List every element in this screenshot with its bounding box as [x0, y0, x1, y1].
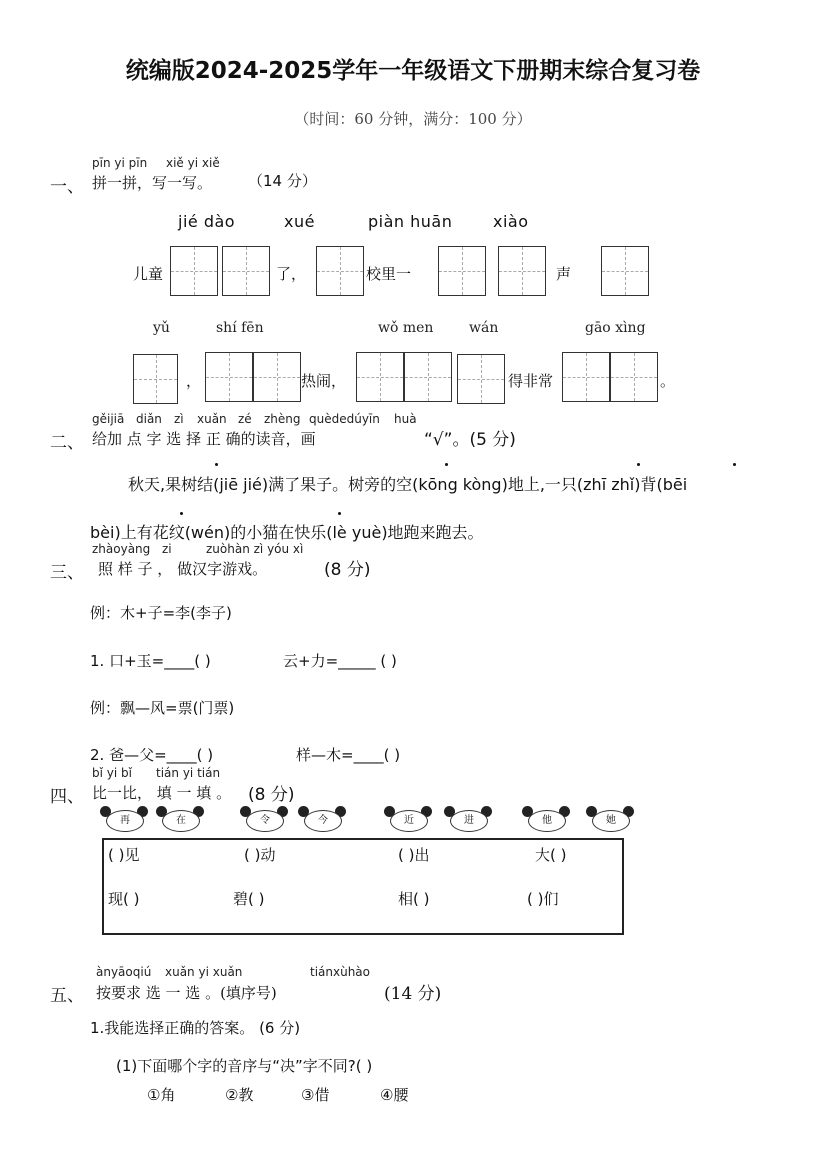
s5-option-2[interactable]: ②教: [225, 1086, 254, 1104]
s2-passage-line-1: 秋天,果树结(jiē jié)满了果子。树旁的空(kōng kòng)地上,一只(zhī zhǐ)背(bēi: [128, 475, 688, 494]
s2-pinyin-1: gěijiā: [92, 412, 125, 426]
s1-row2-text-2: 热闹，: [301, 372, 347, 390]
s3-pinyin-1: zhàoyàng: [92, 542, 151, 556]
panda-icon: 她: [586, 806, 634, 830]
s2-pinyin-4: xuǎn: [197, 412, 227, 426]
s1-row1-text-2: 了，: [276, 265, 307, 283]
s1-row2-text-4: 。: [660, 372, 676, 390]
s5-score: (14 分): [384, 984, 442, 1004]
s1-row2-pinyin-5: gāo xìng: [585, 320, 646, 336]
s5-question-1: 1.我能选择正确的答案。 (6 分): [90, 1019, 301, 1037]
s1-row1-pinyin-1: jié dào: [178, 212, 236, 231]
writing-cell[interactable]: [170, 246, 218, 296]
s4-row2-item-4[interactable]: ( )们: [527, 890, 559, 908]
writing-cell[interactable]: [205, 352, 253, 402]
s1-row2-pinyin-1: yǔ: [153, 320, 170, 336]
s1-row2-text-1: ，: [186, 372, 202, 390]
s5-option-1[interactable]: ①角: [147, 1086, 176, 1104]
s3-question-2b: 样—木=____( ): [296, 746, 401, 764]
s1-row1-text-3: 校里一: [366, 265, 412, 283]
writing-cell[interactable]: [222, 246, 270, 296]
writing-cell[interactable]: [253, 352, 301, 402]
panda-icon: 再: [100, 806, 148, 830]
panda-icon: 近: [384, 806, 432, 830]
s1-row1-text-1: 儿童: [133, 265, 164, 283]
s3-pinyin-3: zuòhàn zì yóu xì: [206, 542, 304, 556]
writing-cell[interactable]: [457, 354, 505, 404]
writing-cell[interactable]: [316, 246, 364, 296]
page-title: 统编版2024-2025学年一年级语文下册期末综合复习卷: [125, 58, 701, 84]
s2-score: “√”。(5 分): [424, 430, 516, 450]
s2-pinyin-6: zhèng: [264, 412, 301, 426]
s1-pinyin-1: pīn yi pīn: [92, 156, 148, 170]
s3-question-2a: 2. 爸—父=____( ): [90, 746, 214, 764]
s3-question-1b: 云+力=_____ ( ): [283, 652, 397, 670]
s1-row1-pinyin-2: xué: [284, 212, 315, 231]
s4-pinyin-1: bǐ yi bǐ: [92, 766, 132, 780]
s5-pinyin-3: tiánxùhào: [310, 965, 371, 979]
s4-row1-item-1[interactable]: ( )见: [108, 846, 140, 864]
s2-instruction: 给加 点 字 选 择 正 确的读音，画: [92, 430, 316, 448]
s1-row2-text-3: 得非常: [508, 372, 554, 390]
section-2-number: 二、: [50, 433, 84, 453]
s2-passage-line-2: bèi)上有花纹(wén)的小猫在快乐(lè yuè)地跑来跑去。: [90, 523, 484, 542]
s1-row2-pinyin-2: shí fēn: [216, 320, 264, 336]
writing-cell[interactable]: [610, 352, 658, 402]
section-1-number: 一、: [50, 177, 84, 197]
s3-score: (8 分): [324, 560, 371, 580]
s2-pinyin-5: zé: [238, 412, 252, 426]
s1-row2-pinyin-4: wán: [469, 320, 499, 336]
s5-instruction: 按要求 选 一 选 。(填序号): [96, 984, 277, 1002]
s1-row2-pinyin-3: wǒ men: [378, 320, 434, 336]
s2-pinyin-7: quèdedúyīn: [309, 412, 380, 426]
s5-subquestion-1: (1)下面哪个字的音序与“决”字不同?( ): [116, 1057, 373, 1075]
writing-cell[interactable]: [404, 352, 452, 402]
s4-row1-item-3[interactable]: ( )出: [398, 846, 430, 864]
page-subtitle: （时间：60 分钟，满分：100 分）: [294, 110, 532, 128]
s5-option-4[interactable]: ④腰: [380, 1086, 409, 1104]
s3-example-1: 例：木+子=李(李子): [90, 604, 232, 622]
s4-row1-item-4[interactable]: 大( ): [535, 846, 567, 864]
s5-pinyin-2: xuǎn yi xuǎn: [165, 965, 243, 979]
s3-instruction: 照 样 子 ， 做汉字游戏。: [98, 560, 268, 578]
s5-pinyin-1: ànyāoqiú: [96, 965, 152, 979]
s4-row1-item-2[interactable]: ( )动: [244, 846, 276, 864]
s4-row2-item-2[interactable]: 碧( ): [233, 890, 265, 908]
panda-icon: 今: [298, 806, 346, 830]
panda-icon: 进: [444, 806, 492, 830]
section-4-number: 四、: [50, 787, 84, 807]
s1-instruction: 拼一拼，写一写。: [92, 174, 213, 192]
s3-pinyin-2: zi: [162, 542, 172, 556]
s4-pinyin-2: tián yi tián: [156, 766, 221, 780]
writing-cell[interactable]: [562, 352, 610, 402]
s1-row1-pinyin-3: piàn huān: [368, 212, 453, 231]
section-5-number: 五、: [50, 986, 84, 1006]
s4-score: (8 分): [248, 785, 295, 805]
s4-instruction: 比一比， 填 一 填 。: [92, 784, 232, 802]
section-3-number: 三、: [50, 563, 84, 583]
writing-cell[interactable]: [133, 354, 178, 404]
s1-row1-text-4: 声: [556, 265, 572, 283]
s2-pinyin-2: diǎn: [136, 412, 162, 426]
s2-pinyin-3: zì: [174, 412, 184, 426]
panda-icon: 他: [522, 806, 570, 830]
s1-pinyin-2: xiě yi xiě: [166, 156, 220, 170]
s1-row1-pinyin-4: xiào: [493, 212, 529, 231]
s2-pinyin-8: huà: [394, 412, 417, 426]
writing-cell[interactable]: [356, 352, 404, 402]
writing-cell[interactable]: [438, 246, 486, 296]
panda-icon: 在: [156, 806, 204, 830]
s3-example-2: 例：飘—风=票(门票): [90, 699, 235, 717]
s3-question-1a: 1. 口+玉=____( ): [90, 652, 211, 670]
writing-cell[interactable]: [498, 246, 546, 296]
writing-cell[interactable]: [601, 246, 649, 296]
s5-option-3[interactable]: ③借: [301, 1086, 330, 1104]
s1-score: （14 分）: [248, 172, 317, 190]
s4-row2-item-1[interactable]: 现( ): [108, 890, 140, 908]
panda-icon: 令: [240, 806, 288, 830]
s4-row2-item-3[interactable]: 相( ): [398, 890, 430, 908]
